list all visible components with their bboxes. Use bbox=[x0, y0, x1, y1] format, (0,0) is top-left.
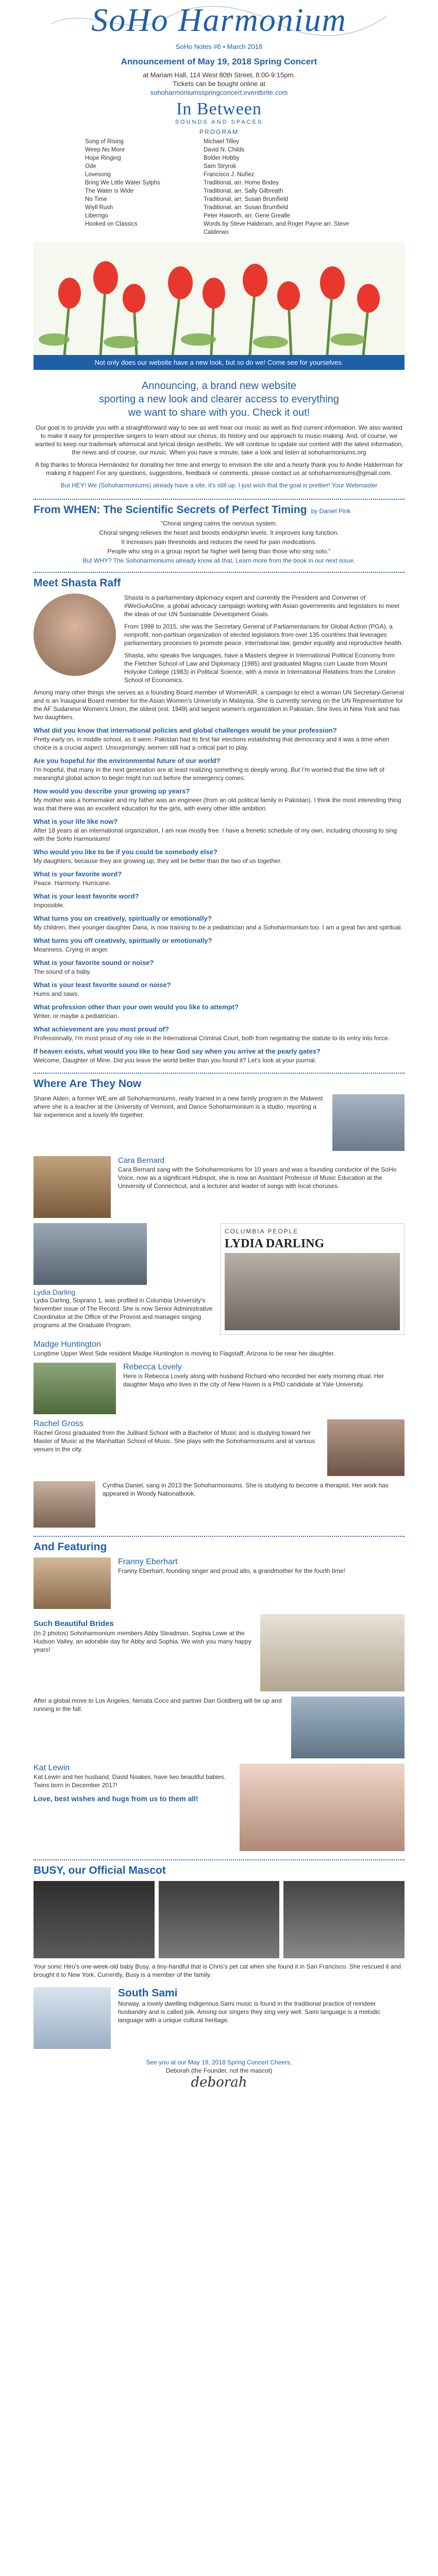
announce-paragraph-1: Our goal is to provide you with a straightforward way to see as well hear our music as well as find current information. We also wanted to make it easy for prospective singers to learn about our chorus, its history and our approach to music-making. And, of course, we wanted to keep our trademark whimsical and lyrical design aesthetic. We will continue to update our content with the latest information, the news and of course, our music. When you have a minute, take a look and listen at sohoharmoniums.org bbox=[35, 424, 403, 456]
interview-answer: Writer, or maybe a pediatrician. bbox=[33, 1012, 119, 1020]
shasta-paragraph-2: From 1998 to 2015, she was the Secretary General of Parliamentarians for Global Action (PGA), a nonprofit, non-partisan organization of elected legislators from over 135 countries that leverages parliamentary processes to promote peace, international law, gender equality and reproductive health. bbox=[124, 623, 403, 647]
kat-name: Kat Lewin bbox=[33, 1764, 70, 1772]
brides-paragraph: (In 2 photos) Sohoharmonium members Abby Steadman, Sophia Lowe at the Hudson Valley, an adorable day for Abby and Sophia. We wish you many happy years! bbox=[33, 1630, 251, 1653]
concert-tickets: Tickets can be bought online at bbox=[173, 80, 265, 88]
program-composer: Traditional, arr. Sally Gilbreath bbox=[204, 188, 283, 194]
when-section bbox=[33, 499, 405, 565]
interview-answer: After 18 years at an international organization, I am now mostly free. I have a frenetic schedule of my own, including choosing to sing with the SoHo Harmoniums! bbox=[33, 827, 397, 842]
when-quote-line: People who sing in a group report far higher well being than those who sing solo." bbox=[107, 548, 331, 555]
when-heading: From WHEN: The Scientific Secrets of Perfect Timing bbox=[33, 504, 307, 516]
interview-answer: I'm hopeful, that many in the next generation are at least realizing something is deeply wrong. But I'm worried that the time left of meaningful global action to begin might run out before the emergency comes. bbox=[33, 766, 384, 782]
shasta-paragraph-1: Shasta is a parliamentary diplomacy expert and currently the President and Convener of #WeGoAsOne, a global advocacy campaign working with Asian governments and legislators to meet the ideas of our UN Sustainable Development Goals. bbox=[124, 594, 400, 618]
program-composer: Traditional, arr. Susan Brumfield bbox=[204, 205, 288, 211]
signature: deborah bbox=[191, 2075, 247, 2090]
program-piece: Ode bbox=[85, 163, 96, 170]
interview-question: What is your favorite word? bbox=[33, 870, 122, 878]
interview-answer: Welcome, Daughter of Mine. Did you leave the world better than you found it? Let's look at your journal. bbox=[33, 1057, 317, 1064]
where-heading: Where Are They Now bbox=[33, 1078, 142, 1090]
concert-announcement bbox=[44, 57, 394, 236]
program-piece: Weep No More bbox=[85, 147, 125, 153]
interview-answer: Pretty early on, in middle school, as it were. Pakistan had its first fair elections establishing that democracy and it was a time when choice is a crucial aspect. Unsurprisingly, women still had a critical part to play. bbox=[33, 736, 390, 751]
busy-photo-1 bbox=[33, 1881, 155, 1958]
interview-question: What is your life like now? bbox=[33, 818, 118, 825]
interview-answer: Professionally, I'm most proud of my role in the International Criminal Court, both from negotiating the statute to its entry into force. bbox=[33, 1035, 390, 1042]
franny-paragraph: Franny Eberhart, founding singer and proud alto, a grandmother for the fourth time! bbox=[118, 1567, 345, 1574]
madge-name: Madge Huntington bbox=[33, 1340, 101, 1349]
program-list bbox=[44, 138, 394, 236]
shane-photo bbox=[332, 1094, 405, 1151]
program-piece: The Water is Wide bbox=[85, 188, 134, 194]
program-composer: Traditional, arr. Susan Brumfield bbox=[204, 196, 288, 202]
when-quote bbox=[33, 519, 405, 565]
kat-photo bbox=[240, 1764, 405, 1851]
interview-answer: Meanness. Crying in anger. bbox=[33, 946, 109, 953]
cara-photo bbox=[33, 1156, 111, 1218]
closing-line-1: See you at our May 19, 2018 Spring Concert Cheers, bbox=[146, 2059, 292, 2066]
divider bbox=[33, 1073, 405, 1074]
program-piece: Hope Ringing bbox=[85, 155, 121, 161]
announce-paragraph-2: A big thanks to Monica Hernández for donating her time and energy to envision the site and a hearty thank you to Andie Halderman for making it happen! For any questions, suggestions, feedback or comments, please contact us at sohoharmoniums@gmail.com. bbox=[35, 461, 403, 477]
kat-paragraph: Kat Lewin and her husband, David Noakes, have two beautiful babies. Twins born in December 2017! bbox=[33, 1773, 226, 1789]
program-piece: Song of Rising bbox=[85, 139, 124, 145]
cynthia-photo bbox=[33, 1481, 95, 1528]
lydia-paragraph: Lydia Darling, Soprano 1, was profiled in Columbia University's November issue of The Record. She is now Senior Administrative Coordinator at the Office of the Provost and manages singing programs at the Graduate Program. bbox=[33, 1297, 213, 1329]
featuring-heading: And Featuring bbox=[33, 1541, 107, 1553]
concert-url[interactable]: sohoharmoniumsspringconcert.eventbrite.com bbox=[150, 89, 288, 96]
rebecca-name: Rebecca Lovely bbox=[123, 1363, 182, 1371]
interview-answer: My daughters, because they are growing up, they will be better than the two of us together. bbox=[33, 857, 282, 865]
interview-question: What turns you on creatively, spiritually or emotionally? bbox=[33, 914, 212, 922]
tulip-illustration bbox=[33, 242, 405, 355]
busy-photo-3 bbox=[283, 1881, 405, 1958]
where-section bbox=[33, 1073, 405, 1528]
interview-question: What did you know that international policies and global challenges would be your profession? bbox=[33, 726, 337, 734]
columbia-clipping bbox=[220, 1223, 405, 1335]
rachel-paragraph: Rachel Gross graduated from the Juilliard School with a Bachelor of Music and is studying toward her Master of Music at the Manhattan School of Music. She plays with the Sohoharmoniums and at various venues in the city. bbox=[33, 1429, 315, 1453]
program-composer: Sam Stryrok bbox=[204, 163, 237, 170]
featuring-section bbox=[33, 1536, 405, 1851]
franny-name: Franny Eberhart bbox=[118, 1557, 178, 1566]
program-composer: Words by Steve Halderam, and Roger Payne arr. Steve Calderwo bbox=[204, 221, 349, 235]
busy-heading: BUSY, our Official Mascot bbox=[33, 1865, 166, 1876]
program-piece: Lovesong bbox=[85, 172, 111, 178]
shasta-photo bbox=[33, 594, 116, 676]
announce-headline-3: we want to share with you. Check it out! bbox=[128, 407, 310, 418]
when-quote-line: "Choral singing calms the nervous system. bbox=[160, 520, 278, 527]
love-heading: Love, best wishes and hugs from us to them all! bbox=[33, 1794, 198, 1803]
interview-question: What is your least favorite sound or noise? bbox=[33, 981, 171, 989]
program-composer: Bolder Hobby bbox=[204, 155, 240, 161]
busy-photo-2 bbox=[159, 1881, 280, 1958]
interview-question: What profession other than your own would you like to attempt? bbox=[33, 1003, 239, 1011]
divider bbox=[33, 1859, 405, 1860]
clipping-photo bbox=[225, 1253, 400, 1330]
madge-paragraph: Longtime Upper West Side resident Madge Huntington is moving to Flagstaff, Arizona to be near her daughter. bbox=[33, 1350, 335, 1357]
interview-question: Are you hopeful for the environmental future of our world? bbox=[33, 757, 221, 765]
brides-photo bbox=[260, 1614, 405, 1691]
program-left-column bbox=[85, 138, 193, 236]
shasta-interview bbox=[33, 726, 405, 1064]
program-piece: Bring We Little Water Sylphs bbox=[85, 180, 160, 186]
program-composer: Michael Tilley bbox=[204, 139, 240, 145]
rachel-name: Rachel Gross bbox=[33, 1419, 83, 1428]
rebecca-paragraph: Here is Rebecca Lovely along with husband Richard who recorded her early morning ritual. Her daughter Maya who lives in the city of New Haven is a PhD candidate at Yale University. bbox=[123, 1372, 384, 1388]
program-piece: Liberrigo bbox=[85, 213, 108, 219]
interview-question: What is your favorite sound or noise? bbox=[33, 959, 154, 967]
concert-venue: at Mariam Hall, 114 West 80th Street, 8:00-9:15pm. bbox=[143, 71, 295, 79]
concert-subtitle: SOUNDS AND SPACES bbox=[175, 119, 263, 125]
shasta-section bbox=[33, 572, 405, 1064]
interview-question: Who would you like to be if you could be somebody else? bbox=[33, 848, 217, 856]
rachel-photo bbox=[327, 1419, 405, 1476]
interview-answer: Impossible. bbox=[33, 902, 65, 909]
concert-title: In Between bbox=[176, 99, 262, 118]
lydia-photo bbox=[33, 1223, 147, 1285]
shane-paragraph: Shane Alden, a former WE are all Sohoharmoniums, really trained in a new family program in the Midwest where she is a teacher at the University of Vermont, and Dance Sohoharmonium is a studio, reporting a fair experience and a lovely life together. bbox=[33, 1095, 323, 1118]
divider bbox=[33, 1536, 405, 1537]
when-quote-line: But WHY? The Sohoharmoniums already know all that. Learn more from the book in our next issue. bbox=[82, 557, 356, 564]
cynthia-paragraph: Cynthia Daniel, sang in 2013 the Sohoharmoniums. She is studying to become a therapist. Her work has appeared in Woody Nationalbook. bbox=[103, 1482, 389, 1497]
tulips-photo bbox=[33, 242, 405, 355]
clipping-label: COLUMBIA PEOPLE bbox=[225, 1228, 299, 1235]
franny-photo bbox=[33, 1557, 111, 1609]
interview-question: If heaven exists, what would you like to hear God say when you arrive at the pearly gates? bbox=[33, 1047, 321, 1055]
issue-line: SoHo Notes #6 • March 2018 bbox=[175, 43, 263, 50]
cara-paragraph: Cara Bernard sang with the Sohoharmoniums for 10 years and was a founding conductor of the SoHo Voice, now as a significant Hubspot, she is now an Assistant Professor of Music Education at the University of Connecticut, and a lecturer and leader of songs with local choruses. bbox=[118, 1166, 397, 1190]
brides-heading: Such Beautiful Brides bbox=[33, 1619, 114, 1628]
interview-answer: My children, their younger daughter Dana, is now training to be a pediatrician and a Sohoharmonium too. I am a great fan and spiritual. bbox=[33, 924, 402, 931]
cara-name: Cara Bernard bbox=[118, 1156, 165, 1165]
shasta-paragraph-4: Among many other things she serves as a founding Board member of WomenAIR, a campaign to elect a woman UN Secretary-General and is an Inaugural Board member for the Asian Women's University in Malaysia. She is currently serving on the UN Representative for the AF Sudanese Women's Union, the oldest (est. 1949) and largest women's organization in Pakistan. She lives in New York and has two daughters. bbox=[33, 689, 404, 721]
closing-section bbox=[33, 2058, 405, 2090]
concert-banner: Not only does our website have a new look, but so do we! Come see for yourselves. bbox=[33, 355, 405, 370]
when-quote-line: It increases pain thresholds and reduces the need for pain medications. bbox=[121, 538, 317, 546]
nenata-paragraph: After a global move to Los Angeles, Nenata Coco and partner Dan Goldberg will be up and running in the fall. bbox=[33, 1697, 282, 1713]
announce-headline-1: Announcing, a brand new website bbox=[141, 380, 297, 392]
nenata-photo bbox=[291, 1697, 405, 1758]
site-logo[interactable]: SoHo Harmonium bbox=[91, 2, 347, 38]
announce-paragraph-3: But HEY! We (Sohoharmoniums) already have a site, it's still up. I just wish that the goal is prettier! Your Webmaster bbox=[60, 482, 378, 489]
divider bbox=[33, 499, 405, 500]
program-composer: Francisco J. Nuñez bbox=[204, 172, 255, 178]
interview-answer: Peace. Harmony. Hurricane. bbox=[33, 879, 111, 887]
announce-headline-2: sporting a new look and clearer access to everything bbox=[99, 394, 339, 405]
program-piece: No Time bbox=[85, 196, 107, 202]
concert-heading: Announcement of May 19, 2018 Spring Concert bbox=[121, 57, 317, 66]
sami-paragraph: Norway, a lovely dwelling indigenous Sami music is found in the traditional practice of reindeer husbandry and is called joik. Among our singers they sing very well. Sami language is a melodic language with a unique cultural heritage. bbox=[118, 2000, 380, 2024]
shasta-paragraph-3: Shasta, who speaks five languages, have a Masters degree in International Political Economy from the Fletcher School of Law and Diplomacy (1985) and graduated Magna cum Laude from Mount Holyoke College (1983) in Political Science, with a minor in International Relations from the London School of Economics. bbox=[124, 652, 396, 684]
divider bbox=[33, 572, 405, 573]
program-right-column bbox=[204, 138, 353, 236]
masthead-flourish bbox=[46, 3, 392, 37]
rebecca-photo bbox=[33, 1363, 116, 1414]
program-composer: Peter Haworth, arr. Gene Grealle bbox=[204, 213, 291, 219]
interview-question: What is your least favorite word? bbox=[33, 892, 139, 900]
interview-answer: My mother was a homemaker and my father was an engineer (from an old political family in Pakistan). I think the most interesting thing was that there was an excellent education for the girls, with every other little ambition. bbox=[33, 796, 401, 812]
interview-question: How would you describe your growing up years? bbox=[33, 787, 190, 795]
website-announcement bbox=[33, 379, 405, 489]
interview-answer: The sound of a baby. bbox=[33, 968, 91, 975]
program-label: PROGRAM bbox=[199, 128, 239, 135]
lydia-name: Lydia Darling bbox=[33, 1288, 76, 1296]
when-author: by Daniel Pink bbox=[311, 507, 351, 515]
busy-paragraph: Your sonic Hiro's one-week-old baby Busy, a tiny-handful that is Chris's pet cat when she found it in San Francisco. She rescued it and brought it to New York. Currently, Busy is a member of the family. bbox=[33, 1963, 401, 1978]
closing-line-2: Deborah (the Founder, not the mascot) bbox=[165, 2067, 273, 2074]
sami-heading: South Sami bbox=[118, 1987, 178, 1999]
program-piece: Wiyll Rush bbox=[85, 205, 113, 211]
when-quote-line: Choral singing relieves the heart and boosts endorphin levels. It improves lung function. bbox=[99, 529, 339, 536]
program-composer: David N. Childs bbox=[204, 147, 245, 153]
program-piece: Hooked on Classics bbox=[85, 221, 138, 227]
sami-photo bbox=[33, 1987, 111, 2049]
interview-question: What achievement are you most proud of? bbox=[33, 1025, 169, 1033]
busy-section bbox=[33, 1859, 405, 1979]
clipping-title: LYDIA DARLING bbox=[225, 1237, 325, 1250]
shasta-heading: Meet Shasta Raff bbox=[33, 577, 121, 589]
masthead bbox=[0, 0, 438, 40]
sami-section bbox=[33, 1987, 405, 2049]
interview-question: What turns you off creatively, spiritually or emotionally? bbox=[33, 937, 212, 944]
program-composer: Traditional, arr. Home Bodey bbox=[204, 180, 279, 186]
interview-answer: Hums and saws. bbox=[33, 990, 79, 997]
